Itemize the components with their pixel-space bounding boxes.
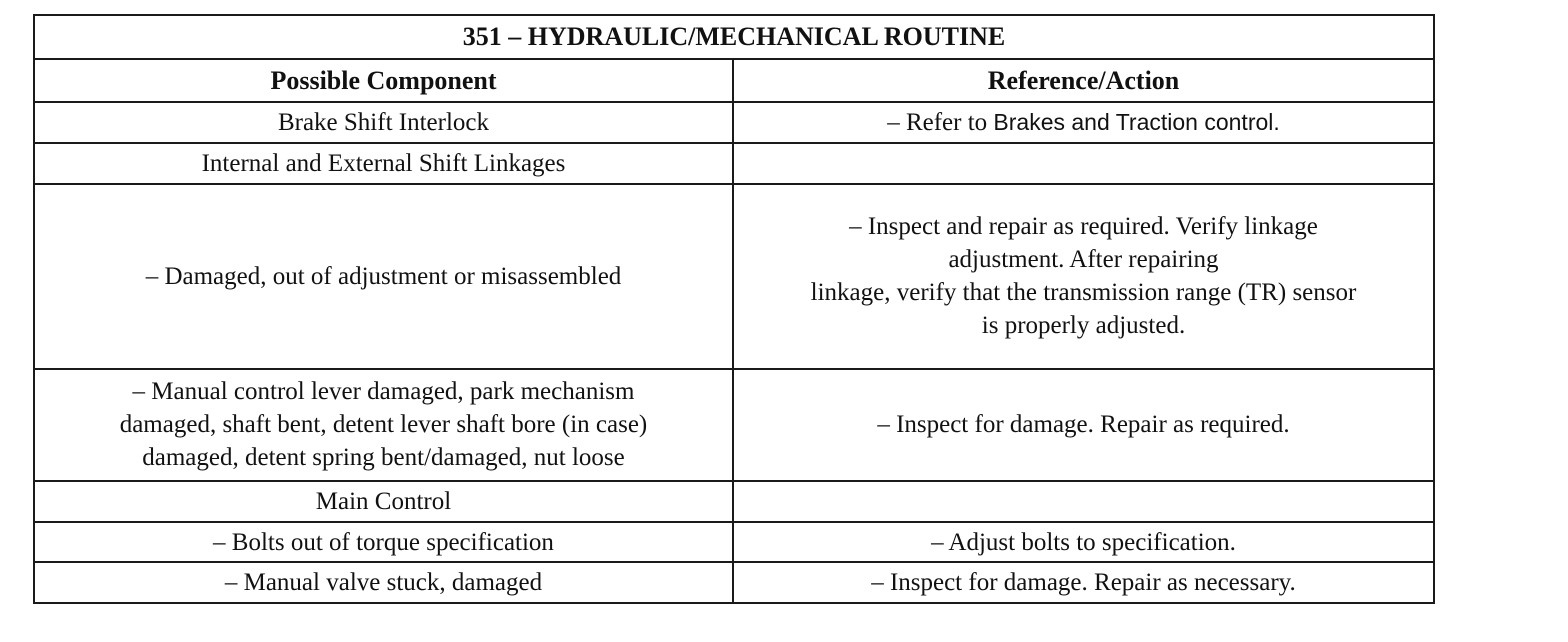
table-row — [34, 522, 1434, 563]
action-cell: – Inspect for damage. Repair as necessary. — [733, 562, 1434, 603]
table-row — [34, 481, 1434, 522]
diagnostic-table — [33, 14, 1435, 604]
component-cell: Brake Shift Interlock — [34, 102, 733, 143]
action-cell — [733, 102, 1434, 143]
action-cell — [733, 481, 1434, 522]
action-cell — [733, 143, 1434, 184]
table-title-row — [34, 15, 1434, 59]
table-header-row — [34, 59, 1434, 103]
component-cell: Internal and External Shift Linkages — [34, 143, 733, 184]
component-cell: – Bolts out of torque specification — [34, 522, 733, 563]
action-line: linkage, verify that the transmission range (TR) sensor — [810, 279, 1357, 307]
action-cell: – Adjust bolts to specification. — [733, 522, 1434, 563]
action-prefix: – Refer to — [887, 109, 994, 137]
component-cell: Main Control — [34, 481, 733, 522]
header-reference-action: Reference/Action — [733, 59, 1434, 103]
component-cell — [34, 369, 733, 481]
action-reference: Brakes and Traction control. — [993, 109, 1280, 136]
action-cell: – Inspect for damage. Repair as required. — [733, 369, 1434, 481]
component-cell: – Damaged, out of adjustment or misassembled — [34, 184, 733, 369]
component-cell: – Manual valve stuck, damaged — [34, 562, 733, 603]
table-row — [34, 369, 1434, 481]
table-row — [34, 143, 1434, 184]
component-line: damaged, detent spring bent/damaged, nut loose — [142, 444, 625, 472]
table-row — [34, 184, 1434, 369]
action-line: is properly adjusted. — [981, 312, 1186, 340]
table-row — [34, 102, 1434, 143]
action-line: adjustment. After repairing — [948, 246, 1219, 274]
component-line: – Manual control lever damaged, park mechanism — [132, 378, 635, 406]
component-line: damaged, shaft bent, detent lever shaft bore (in case) — [119, 411, 648, 439]
action-cell — [733, 184, 1434, 369]
table-title: 351 – HYDRAULIC/MECHANICAL ROUTINE — [34, 15, 1434, 59]
table-row — [34, 562, 1434, 603]
action-line: – Inspect and repair as required. Verify linkage — [849, 213, 1318, 241]
header-possible-component: Possible Component — [34, 59, 733, 103]
